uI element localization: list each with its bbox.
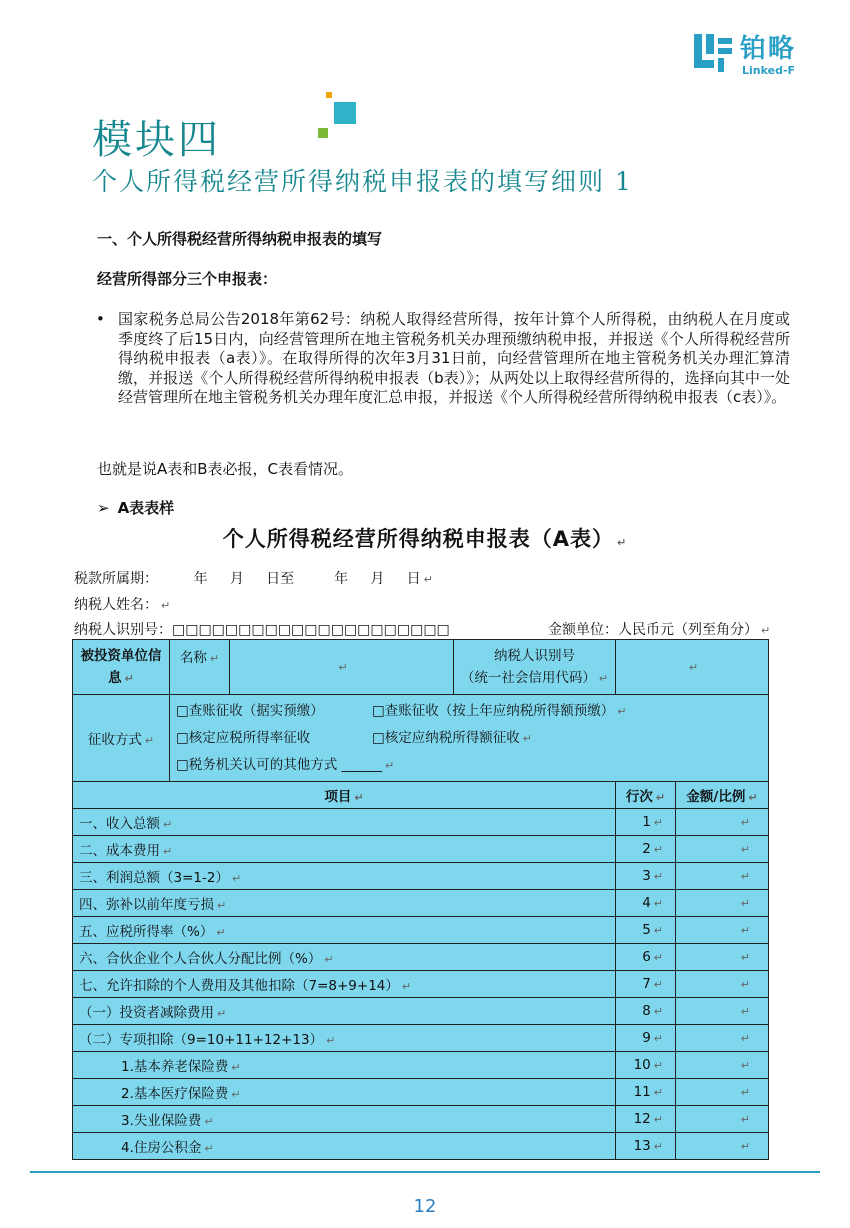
table-row [73,1079,769,1106]
header-amount: 金额/比例 ↵ [676,782,769,809]
row-line: 13 ↵ [616,1133,676,1160]
row-item: 四、弥补以前年度亏损 ↵ [73,890,616,917]
page-title: 模块四 [92,117,221,163]
sample-label: A表表样 [117,499,175,517]
table-row [73,917,769,944]
name-field[interactable]: ↵ [230,640,454,695]
investee-id-field[interactable]: ↵ [616,640,769,695]
row-amount-field[interactable]: ↵ [676,1106,769,1133]
page-number: 12 [413,1196,437,1217]
row-amount-field[interactable]: ↵ [676,863,769,890]
name-label: 名称 ↵ [170,640,230,695]
return-mark: ↵ [617,536,628,549]
row-line: 5 ↵ [616,917,676,944]
row-line: 10 ↵ [616,1052,676,1079]
table-row [73,809,769,836]
tax-period-line: 税款所属期： 年 月 日至 年 月 日 ↵ [74,571,433,587]
row-line: 12 ↵ [616,1106,676,1133]
collection-option-4[interactable]: □核定应纳税所得额征收 [372,729,520,746]
row-item: （一）投资者减除费用 ↵ [73,998,616,1025]
table-row [73,890,769,917]
row-amount-field[interactable]: ↵ [676,1079,769,1106]
table-row [73,1052,769,1079]
investee-label: 被投资单位信息 ↵ [73,640,170,695]
table-row [73,998,769,1025]
form-title: 个人所得税经营所得纳税申报表（A表） ↵ [222,527,628,551]
logo-text-cn: 铂略 [740,34,797,64]
collection-label: 征收方式 ↵ [73,695,170,782]
table-row [73,1133,769,1160]
section-heading: 一、个人所得税经营所得纳税申报表的填写 [97,230,383,248]
row-item: 三、利润总额（3=1-2） ↵ [73,863,616,890]
row-line: 9 ↵ [616,1025,676,1052]
tax-form-table [72,639,768,1160]
bullet-icon: • [96,310,105,328]
header-line: 行次 ↵ [616,782,676,809]
arrow-bullet-icon: ➢ [97,499,110,517]
collection-option-1[interactable]: □查账征收（据实预缴） [176,702,324,719]
row-item: 五、应税所得率（%） ↵ [73,917,616,944]
row-line: 1 ↵ [616,809,676,836]
subheading: 经营所得部分三个申报表： [97,270,278,288]
footer-divider [30,1171,820,1173]
collection-option-3[interactable]: □核定应税所得率征收 [176,729,311,746]
row-amount-field[interactable]: ↵ [676,917,769,944]
table-row [73,1025,769,1052]
row-line: 2 ↵ [616,836,676,863]
row-amount-field[interactable]: ↵ [676,1052,769,1079]
row-amount-field[interactable]: ↵ [676,944,769,971]
brand-logo [694,34,814,77]
row-item: 一、收入总额 ↵ [73,809,616,836]
sample-heading [97,497,174,518]
collection-row [73,695,769,782]
row-line: 6 ↵ [616,944,676,971]
items-header-row [73,782,769,809]
collection-options: □查账征收（据实预缴） □查账征收（按上年应纳税所得额预缴） ↵ □核定应税所得率征收 □核定应纳税所得额征收 ↵ □税务机关认可的其他方式 ______ ↵ [170,695,769,782]
table-row [73,944,769,971]
row-item: 1.基本养老保险费 ↵ [73,1052,616,1079]
collection-option-5[interactable]: □税务机关认可的其他方式 ______ [176,756,383,773]
table-row [73,1106,769,1133]
row-amount-field[interactable]: ↵ [676,1133,769,1160]
amount-unit: 金额单位：人民币元（列至角分） ↵ [548,622,771,638]
row-item: 4.住房公积金 ↵ [73,1133,616,1160]
row-item: 2.基本医疗保险费 ↵ [73,1079,616,1106]
row-line: 4 ↵ [616,890,676,917]
row-line: 11 ↵ [616,1079,676,1106]
bullet-paragraph: 国家税务总局公告2018年第62号：纳税人取得经营所得，按年计算个人所得税，由纳税人在月度或季度终了后15日内，向经营管理所在地主管税务机关办理预缴纳税申报，并报送《个人所得税经营所得纳税申报表（a表）》。在取得所得的次年3月31日前，向经营管理所在地主管税务机关办理汇算清缴，并报送《个人所得税经营所得纳税申报表（b表）》；从两处以上取得经营所得的，选择向其中一处经营管理所在地主管税务机关办理年度汇总申报，并报送《个人所得税经营所得纳税申报表（c表）》。 [118,310,790,406]
page-subtitle: 个人所得税经营所得纳税申报表的填写细则 1 [92,167,633,196]
logo-mark-icon [694,34,734,74]
table-row [73,863,769,890]
row-item: 六、合伙企业个人合伙人分配比例（%） ↵ [73,944,616,971]
table-row [73,971,769,998]
row-item: 二、成本费用 ↵ [73,836,616,863]
row-line: 7 ↵ [616,971,676,998]
row-amount-field[interactable]: ↵ [676,836,769,863]
row-item: （二）专项扣除（9=10+11+12+13） ↵ [73,1025,616,1052]
logo-text-en: Linked-F [742,64,796,77]
table-row [73,836,769,863]
row-amount-field[interactable]: ↵ [676,809,769,836]
row-line: 8 ↵ [616,998,676,1025]
row-item: 3.失业保险费 ↵ [73,1106,616,1133]
taxpayer-id-line: 纳税人识别号：□□□□□□□□□□□□□□□□□□□□□ [74,622,450,638]
row-amount-field[interactable]: ↵ [676,1025,769,1052]
row-line: 3 ↵ [616,863,676,890]
header-item: 项目 ↵ [73,782,616,809]
taxpayer-name-line: 纳税人姓名： ↵ [74,597,171,613]
summary-text: 也就是说A表和B表必报，C表看情况。 [97,460,354,478]
row-amount-field[interactable]: ↵ [676,998,769,1025]
investee-id-label: 纳税人识别号 （统一社会信用代码） ↵ [454,640,616,695]
decorative-squares-icon [316,92,358,144]
row-amount-field[interactable]: ↵ [676,890,769,917]
row-amount-field[interactable]: ↵ [676,971,769,998]
row-item: 七、允许扣除的个人费用及其他扣除（7=8+9+14） ↵ [73,971,616,998]
collection-option-2[interactable]: □查账征收（按上年应纳税所得额预缴） [372,702,615,719]
investee-row [73,640,769,695]
